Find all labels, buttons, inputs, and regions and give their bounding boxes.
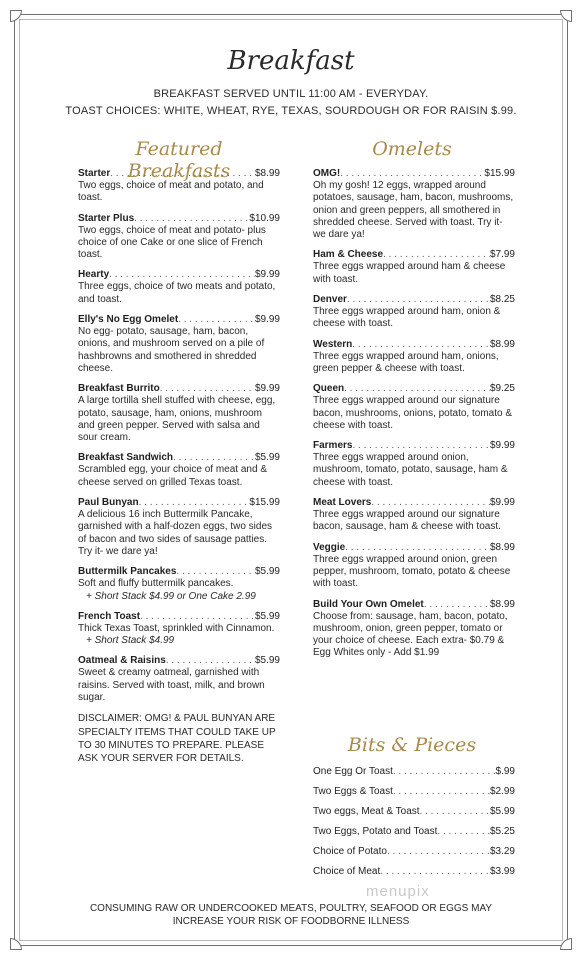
item-name: Paul Bunyan bbox=[78, 497, 139, 509]
serving-hours: BREAKFAST SERVED UNTIL 11:00 AM - EVERYDAY. bbox=[153, 88, 429, 100]
item-description: Soft and fluffy buttermilk pancakes. bbox=[78, 578, 234, 590]
leader-dots bbox=[352, 440, 490, 452]
item-price: $10.99 bbox=[249, 212, 280, 224]
item-price: $9.25 bbox=[489, 383, 515, 395]
item-price: $3.99 bbox=[489, 866, 515, 877]
item-price: $8.99 bbox=[489, 541, 515, 553]
omelets-list bbox=[313, 168, 515, 668]
item-name: Denver bbox=[313, 294, 347, 306]
item-name: Choice of Meat bbox=[313, 866, 381, 877]
menu-item bbox=[313, 440, 515, 489]
item-price: $5.25 bbox=[489, 826, 515, 837]
item-name: Meat Lovers bbox=[313, 497, 372, 509]
item-name: Two Eggs & Toast bbox=[313, 786, 393, 797]
menu-item bbox=[313, 168, 515, 241]
item-description: Three eggs wrapped around onion, green pepper, mushroom, tomato, potato & cheese with toast. bbox=[313, 553, 511, 590]
item-price: $.99 bbox=[495, 766, 515, 777]
item-price: $9.99 bbox=[254, 314, 280, 326]
menu-item bbox=[313, 542, 515, 591]
menu-title: Breakfast bbox=[227, 46, 355, 76]
item-name: Hearty bbox=[78, 269, 110, 281]
item-name: Oatmeal & Raisins bbox=[78, 655, 166, 667]
leader-dots bbox=[173, 452, 255, 464]
item-price: $3.29 bbox=[489, 846, 515, 857]
specialty-disclaimer: DISCLAIMER: OMG! & PAUL BUNYAN ARE SPECIALTY ITEMS THAT COULD TAKE UP TO 30 MINUTES TO PREPARE. PLEASE ASK YOUR SERVER FOR DETAILS. bbox=[78, 713, 276, 764]
leader-dots bbox=[345, 542, 490, 554]
item-price: $8.99 bbox=[489, 598, 515, 610]
item-name: Two eggs, Meat & Toast bbox=[313, 806, 420, 817]
menupix-watermark: menupix bbox=[366, 883, 430, 900]
leader-dots bbox=[387, 846, 490, 858]
item-price: $5.99 bbox=[489, 806, 515, 817]
featured-list bbox=[78, 168, 280, 765]
item-description: Thick Texas Toast, sprinkled with Cinnamon. bbox=[78, 622, 275, 634]
item-description: No egg- potato, sausage, ham, bacon, onions, and mushroom served on a pile of hashbrowns and smothered in shredded cheese. bbox=[78, 326, 265, 374]
menu-item bbox=[78, 168, 280, 205]
leader-dots bbox=[424, 599, 490, 611]
menu-item bbox=[313, 339, 515, 376]
leader-dots bbox=[176, 566, 255, 578]
item-name: Choice of Potato bbox=[313, 846, 387, 857]
item-extra-option: + Short Stack $4.99 bbox=[86, 635, 175, 647]
bits-section-title: Bits & Pieces bbox=[347, 734, 477, 756]
menu-item bbox=[78, 497, 280, 558]
item-name: Breakfast Sandwich bbox=[78, 452, 174, 464]
item-description: Three eggs wrapped around our signature bacon, mushrooms, onions, potato, tomato & cheese with toast. bbox=[313, 395, 512, 431]
item-description: Two eggs, choice of meat and potato- plus choice of one Cake or one slice of French toast. bbox=[78, 224, 266, 261]
menu-item bbox=[313, 497, 515, 534]
item-name: Farmers bbox=[313, 440, 353, 452]
item-price: $15.99 bbox=[249, 497, 280, 509]
menu-item bbox=[313, 599, 515, 660]
leader-dots bbox=[383, 249, 490, 261]
leader-dots bbox=[352, 339, 490, 351]
item-description: Two eggs, choice of meat and potato, and toast. bbox=[78, 180, 264, 204]
item-name: Starter bbox=[78, 168, 111, 179]
side-item bbox=[313, 806, 515, 818]
item-name: French Toast bbox=[78, 610, 141, 622]
leader-dots bbox=[420, 806, 490, 818]
warning-line-2: INCREASE YOUR RISK OF FOODBORNE ILLNESS bbox=[172, 915, 410, 927]
side-item bbox=[313, 786, 515, 798]
leader-dots bbox=[134, 213, 249, 225]
item-name: Western bbox=[313, 338, 353, 350]
side-item bbox=[313, 826, 515, 838]
item-price: $9.99 bbox=[489, 497, 515, 509]
item-description: Choose from: sausage, ham, bacon, potato, mushroom, onion, green pepper, tomato or your choice of cheese. Each extra- $0.79 & Egg Whites only - Add $1.99 bbox=[313, 610, 508, 659]
leader-dots bbox=[160, 383, 255, 395]
item-price: $5.99 bbox=[254, 566, 280, 578]
leader-dots bbox=[178, 314, 255, 326]
menu-item bbox=[78, 655, 280, 704]
item-price: $8.25 bbox=[489, 294, 515, 306]
leader-dots bbox=[166, 655, 255, 667]
featured-section-title: Featured Breakfasts bbox=[127, 138, 231, 182]
menu-item bbox=[313, 383, 515, 432]
menu-item bbox=[78, 314, 280, 375]
menu-item bbox=[313, 249, 515, 286]
item-description: Three eggs wrapped around onion, mushroom, tomato, potato, sausage, ham & cheese with toast. bbox=[313, 452, 508, 488]
item-name: One Egg Or Toast bbox=[313, 766, 393, 777]
side-item bbox=[313, 846, 515, 858]
item-price: $7.99 bbox=[489, 249, 515, 261]
menu-item bbox=[78, 566, 280, 603]
item-description: Three eggs wrapped around ham, onions, green pepper & cheese with toast. bbox=[313, 350, 499, 374]
leader-dots bbox=[340, 168, 484, 180]
item-name: OMG! bbox=[313, 168, 341, 179]
item-description: Three eggs, choice of two meats and potato, and toast. bbox=[78, 281, 276, 305]
leader-dots bbox=[140, 611, 255, 623]
item-description: A large tortilla shell stuffed with cheese, egg, potato, sausage, ham, onions, mushroom and green pepper. Served with salsa and sour cream. bbox=[78, 395, 276, 444]
leader-dots bbox=[110, 168, 255, 180]
item-price: $15.99 bbox=[484, 168, 515, 179]
item-price: $9.99 bbox=[489, 440, 515, 452]
food-safety-warning bbox=[0, 903, 582, 928]
item-name: Veggie bbox=[313, 541, 346, 553]
menu-item bbox=[78, 611, 280, 648]
item-name: Ham & Cheese bbox=[313, 249, 384, 261]
item-price: $5.99 bbox=[254, 452, 280, 464]
item-name: Queen bbox=[313, 383, 345, 395]
menu-item bbox=[78, 213, 280, 262]
menu-item bbox=[78, 383, 280, 444]
leader-dots bbox=[393, 786, 490, 798]
item-price: $9.99 bbox=[254, 383, 280, 395]
item-price: $2.99 bbox=[489, 786, 515, 797]
item-description: Three eggs wrapped around ham, onion & cheese with toast. bbox=[313, 306, 501, 330]
item-price: $8.99 bbox=[489, 338, 515, 350]
item-description: Three eggs wrapped around our signature bacon, sausage, ham & cheese with toast. bbox=[313, 509, 501, 533]
warning-line-1: CONSUMING RAW OR UNDERCOOKED MEATS, POULTRY, SEAFOOD OR EGGS MAY bbox=[89, 903, 493, 914]
leader-dots bbox=[344, 383, 490, 395]
item-name: Elly's No Egg Omelet bbox=[78, 314, 179, 326]
item-name: Buttermilk Pancakes bbox=[78, 566, 177, 578]
menu-item bbox=[78, 269, 280, 306]
item-description: Scrambled egg, your choice of meat and & cheese served on grilled Texas toast. bbox=[78, 464, 267, 488]
item-price: $5.99 bbox=[254, 610, 280, 622]
leader-dots bbox=[139, 497, 250, 509]
item-name: Build Your Own Omelet bbox=[313, 598, 424, 610]
side-item bbox=[313, 766, 515, 778]
item-name: Starter Plus bbox=[78, 212, 135, 224]
leader-dots bbox=[437, 826, 490, 838]
bits-list bbox=[313, 766, 515, 886]
menu-item bbox=[313, 294, 515, 331]
item-description: Oh my gosh! 12 eggs, wrapped around potatoes, sausage, ham, bacon, mushrooms, onion and green peppers, all smothered in shredded cheese. Served with toast. Try it- we dare ya! bbox=[313, 180, 514, 241]
item-price: $8.99 bbox=[254, 168, 280, 179]
item-extra-option: + Short Stack $4.99 or One Cake 2.99 bbox=[86, 590, 256, 602]
item-price: $9.99 bbox=[254, 269, 280, 281]
menu-item bbox=[78, 452, 280, 489]
item-price: $5.99 bbox=[254, 655, 280, 667]
item-description: Three eggs wrapped around ham & cheese with toast. bbox=[313, 261, 506, 285]
side-item bbox=[313, 866, 515, 878]
leader-dots bbox=[109, 269, 255, 281]
item-name: Breakfast Burrito bbox=[78, 383, 160, 395]
item-name: Two Eggs, Potato and Toast bbox=[313, 826, 438, 837]
toast-choices: TOAST CHOICES: WHITE, WHEAT, RYE, TEXAS, SOURDOUGH OR FOR RAISIN $.99. bbox=[65, 105, 517, 117]
leader-dots bbox=[380, 866, 490, 878]
leader-dots bbox=[347, 294, 490, 306]
item-description: Sweet & creamy oatmeal, garnished with raisins. Served with toast, milk, and brown sugar. bbox=[78, 667, 265, 704]
leader-dots bbox=[393, 766, 496, 778]
item-description: A delicious 16 inch Buttermilk Pancake, garnished with a half-dozen eggs, two sides of bacon and two sides of sausage patties. Try it- we dare ya! bbox=[78, 509, 273, 557]
leader-dots bbox=[371, 497, 490, 509]
omelets-section-title: Omelets bbox=[372, 138, 452, 160]
